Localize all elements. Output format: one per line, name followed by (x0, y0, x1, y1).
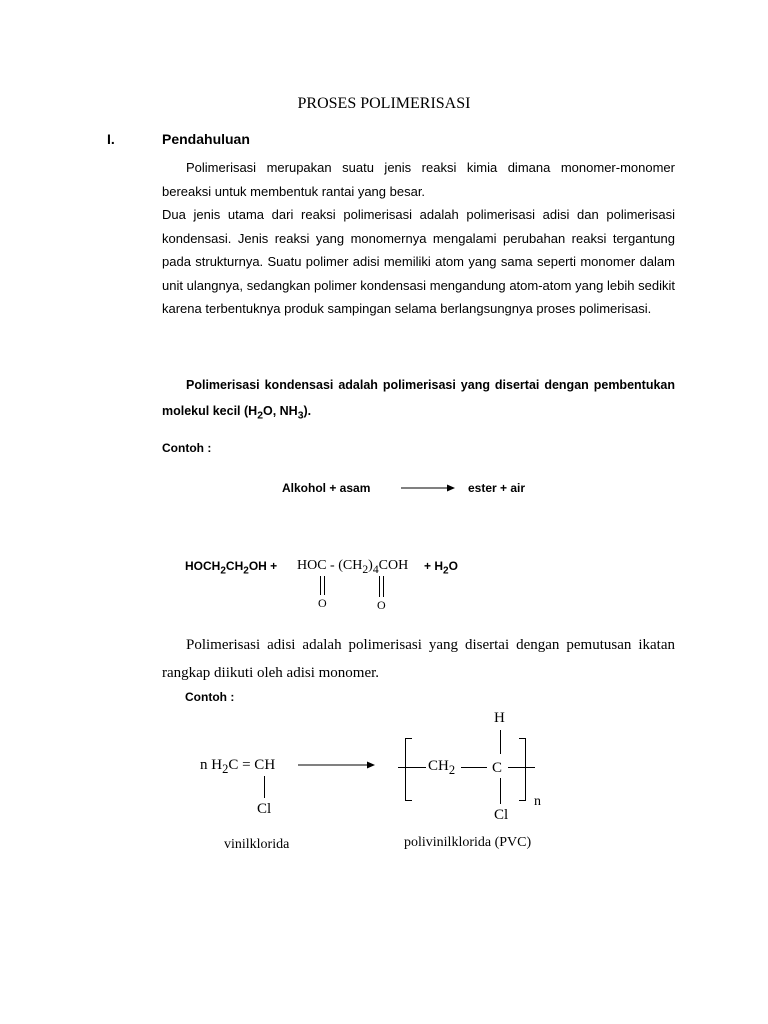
bond-line (508, 767, 535, 768)
monomer-part-a: n H (200, 757, 223, 773)
polymer-ch-sub: 2 (448, 763, 456, 777)
polymer-carbon: C (492, 760, 503, 776)
bond-line (500, 730, 501, 754)
acid-part-b: ) (368, 558, 373, 573)
left-bracket (405, 738, 412, 739)
left-bracket (405, 738, 406, 801)
carbonyl-oxygen-2: O (377, 598, 386, 612)
adipic-acid-formula (297, 558, 408, 576)
water-part-b: O (448, 559, 458, 573)
condensation-text-mid: O, NH (262, 404, 298, 418)
addition-example-label: Contoh : (185, 690, 235, 704)
double-bond-line (320, 576, 321, 595)
monomer-sub: 2 (222, 762, 229, 776)
condensation-example-label: Contoh : (162, 441, 212, 455)
water-part-a: + H (424, 559, 444, 573)
double-bond-line (383, 576, 384, 597)
acid-part-a: HOC - (CH (297, 558, 363, 573)
water-sub: 2 (443, 565, 449, 577)
section-number: I. (107, 131, 115, 147)
monomer-name: vinilklorida (224, 837, 290, 852)
bond-line (500, 778, 501, 804)
double-bond-line (324, 576, 325, 595)
monomer-chlorine: Cl (257, 801, 272, 817)
monomer-part-b: C = CH (228, 757, 276, 773)
condensation-text-prefix: Polimerisasi kondensasi adalah polimerisasi yang disertai dengan pembentukan molekul kecil (H (162, 378, 675, 418)
intro-paragraph-1: Polimerisasi merupakan suatu jenis reaksi kimia dimana monomer-monomer bereaksi untuk membentuk rantai yang besar. (162, 160, 675, 199)
intro-text (162, 156, 675, 321)
polymer-hydrogen: H (494, 710, 505, 726)
acid-sub-2: 4 (372, 562, 379, 576)
reaction-arrow-2 (297, 759, 377, 771)
addition-text: Polimerisasi adisi adalah polimerisasi yang disertai dengan pemutusan ikatan rangkap diikuti oleh adisi monomer. (162, 637, 675, 681)
polymer-ch2 (428, 758, 455, 778)
right-bracket (519, 738, 526, 739)
monomer-bond-line (264, 776, 265, 798)
vinyl-chloride-formula (200, 757, 275, 777)
acid-part-c: COH (378, 558, 409, 573)
condensation-sub-2: 3 (297, 410, 304, 422)
word-equation-reactants: Alkohol + asam (282, 481, 371, 495)
page-title: PROSES POLIMERISASI (297, 95, 471, 112)
reaction-arrow-1 (400, 482, 456, 494)
left-bracket (405, 800, 412, 801)
glycol-sub-1: 2 (220, 565, 226, 577)
polymer-name: polivinilklorida (PVC) (404, 835, 532, 850)
polymer-subscript-n: n (534, 794, 541, 809)
carbonyl-oxygen-1: O (318, 596, 327, 610)
condensation-sub-1: 2 (257, 410, 263, 422)
condensation-text-suffix: ). (303, 404, 312, 418)
glycol-part-a: HOCH (185, 559, 221, 573)
glycol-part-b: CH (225, 559, 244, 573)
word-equation-products: ester + air (468, 481, 526, 495)
polymer-ch-text: CH (428, 758, 449, 774)
glycol-sub-2: 2 (243, 565, 249, 577)
bond-line (461, 767, 487, 768)
double-bond-line (379, 576, 380, 597)
section-title: Pendahuluan (162, 131, 250, 147)
intro-paragraph-2: Dua jenis utama dari reaksi polimerisasi adalah polimerisasi adisi dan polimerisasi kondensasi. Jenis reaksi yang monomernya mengalami perubahan reaksi tergantung pada strukturnya. Suatu polimer adisi memiliki atom yang sama seperti monomer dalam unit ulangnya, sedangkan polimer kondensasi mengandung atom-atom yang lebih sedikit karena terbentuknya produk sampingan selama berlangsungnya proses polimerisasi. (162, 207, 675, 316)
right-bracket (519, 800, 526, 801)
bond-line (398, 767, 426, 768)
condensation-paragraph (162, 372, 675, 430)
polymer-chlorine: Cl (494, 807, 509, 823)
right-bracket (525, 738, 526, 801)
glycol-part-c: OH + (248, 559, 278, 573)
water-formula (424, 559, 458, 576)
ethylene-glycol-formula (185, 559, 277, 576)
addition-paragraph (162, 631, 675, 687)
acid-sub-1: 2 (362, 562, 369, 576)
